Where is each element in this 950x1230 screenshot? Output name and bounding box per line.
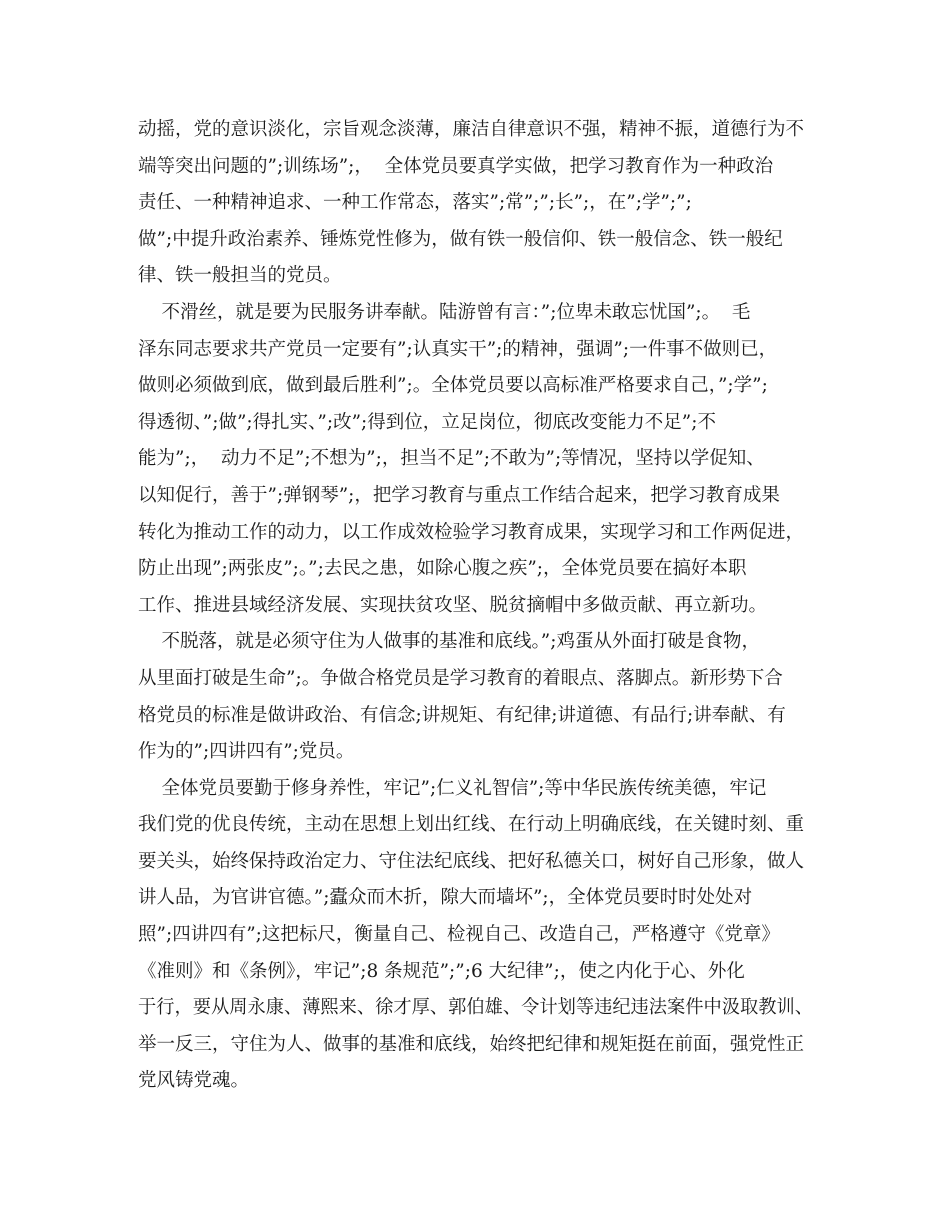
text-line: 我们党的优良传统，主动在思想上划出红线、在行动上明确底线，在关键时刻、重 [138,814,805,836]
text-line: 转化为推动工作的动力，以工作成效检验学习教育成果，实现学习和工作两促进， [138,521,805,543]
document-body [138,112,813,1100]
text-line: 要关头，始终保持政治定力、守住法纪底线、把好私德关口，树好自己形象，做人 [138,850,805,872]
text-line: 律、铁一般担当的党员。 [138,265,342,287]
text-line: 能为”;， 动力不足”;不想为”;，担当不足”;不敢为”;等情况，坚持以学促知、 [138,448,765,470]
text-line: 以知促行，善于”;弹钢琴”;，把学习教育与重点工作结合起来，把学习教育成果 [138,484,780,506]
text-line: 作为的”;四讲四有”;党员。 [138,741,355,763]
text-line: 全体党员要勤于修身养性，牢记”;仁义礼智信”;等中华民族传统美德，牢记 [138,777,767,799]
text-line: 做则必须做到底，做到最后胜利”;。全体党员要以高标准严格要求自己，”;学”; [138,375,768,397]
text-line: 举一反三，守住为人、做事的基准和底线，始终把纪律和规矩挺在前面，强党性正 [138,1033,805,1055]
text-line: 讲人品，为官讲官德。”;蠹众而木折，隙大而墙坏”;，全体党员要时时处处对 [138,887,753,909]
text-line: 于行，要从周永康、薄熙来、徐才厚、郭伯雄、令计划等违纪违法案件中汲取教训、 [138,997,813,1019]
text-line: 责任、一种精神追求、一种工作常态，落实”;常”;”;长”;，在”;学”;”; [138,192,692,214]
text-line: 不滑丝，就是要为民服务讲奉献。陆游曾有言：”;位卑未敢忘忧国”;。 毛 [138,301,751,323]
paragraph [138,295,813,624]
text-line: 不脱落，就是必须守住为人做事的基准和底线。”;鸡蛋从外面打破是食物， [138,631,760,653]
paragraph [138,112,813,295]
text-line: 格党员的标准是做讲政治、有信念;讲规矩、有纪律;讲道德、有品行;讲奉献、有 [138,704,786,726]
paragraph [138,771,813,1100]
text-line: 工作、推进县域经济发展、实现扶贫攻坚、脱贫摘帽中多做贡献、再立新功。 [138,594,768,616]
text-line: 做”;中提升政治素养、锤炼党性修为，做有铁一般信仰、铁一般信念、铁一般纪 [138,228,783,250]
text-line: 得透彻、”;做”;得扎实、”;改”;得到位，立足岗位，彻底改变能力不足”;不 [138,411,716,433]
text-line: 党风铸党魂。 [138,1070,250,1092]
paragraph [138,624,813,770]
text-line: 《准则》和《条例》，牢记”;8 条规范”;”;6 大纪律”;，使之内化于心、外化 [138,960,745,982]
text-line: 动摇，党的意识淡化，宗旨观念淡薄，廉洁自律意识不强，精神不振，道德行为不 [138,119,805,140]
text-line: 从里面打破是生命”;。争做合格党员是学习教育的着眼点、落脚点。新形势下合 [138,667,783,689]
text-line: 泽东同志要求共产党员一定要有”;认真实干”;的精神，强调”;一件事不做则已， [138,338,778,360]
text-line: 端等突出问题的”;训练场”;， 全体党员要真学实做，把学习教育作为一种政治 [138,155,774,177]
text-line: 照”;四讲四有”;这把标尺，衡量自己、检视自己、改造自己，严格遵守《党章》 [138,924,780,946]
text-line: 防止出现”;两张皮”;。”;去民之患，如除心腹之疾”;，全体党员要在搞好本职 [138,558,747,580]
